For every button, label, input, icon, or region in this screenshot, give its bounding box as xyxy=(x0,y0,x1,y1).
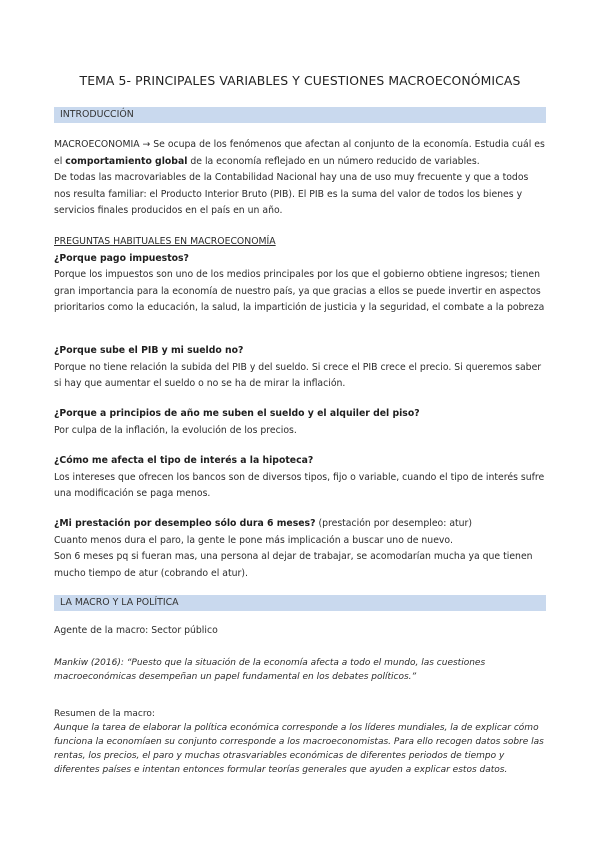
agente-line: Agente de la macro: Sector público xyxy=(54,625,218,636)
section-header-label: INTRODUCCIÓN xyxy=(60,109,134,120)
faq-block-5 xyxy=(54,516,546,582)
page-title: TEMA 5- PRINCIPALES VARIABLES Y CUESTIONES MACROECONÓMICAS xyxy=(79,73,521,88)
quote-text: “Puesto que la situación de la economía afecta a todo el mundo, las cuestiones macroeconómicas desempeñan un papel fundamental en los debates políticos.” xyxy=(54,658,486,682)
faq-answer: Los intereses que ofrecen los bancos son de diversos tipos, fijo o variable, cuando el tipo de interés sufre una modificación se paga menos. xyxy=(54,471,545,499)
section-header-macro-politica xyxy=(54,595,546,611)
faq-answer: Por culpa de la inflación, la evolución de los precios. xyxy=(54,424,297,436)
faq-block-1 xyxy=(54,234,546,317)
faq-block-2 xyxy=(54,343,546,393)
quote-paragraph xyxy=(54,656,546,684)
faq-answer: Son 6 meses pq si fueran mas, una persona al dejar de trabajar, se acomodarían mucha ya que tienen mucho tiempo de atur (cobrando el atur). xyxy=(54,551,533,579)
resumen-block xyxy=(54,707,546,777)
section-header-introduccion xyxy=(54,107,546,123)
faq-answer: Cuanto menos dura el paro, la gente le pone más implicación a buscar uno de nuevo. xyxy=(54,534,453,546)
faq-answer: Porque los impuestos son uno de los medios principales por los que el gobierno obtiene ingresos; tienen gran importancia para la economía de nuestro país, ya que gracias a ellos se puede invertir en aspectos prioritarios como la educación, la salud, la impartición de justicia y la seguridad, el combate a la pobreza xyxy=(54,269,545,313)
intro-pib-paragraph: De todas las macrovariables de la Contabilidad Nacional hay una de uso muy frecuente y que a todos nos resulta familiar: el Producto Interior Bruto (PIB). El PIB es la suma del valor de todos los bienes y servicios finales producidos en el país en un año. xyxy=(54,172,529,216)
faq-answer: Porque no tiene relación la subida del PIB y del sueldo. Si crece el PIB crece el precio. Si queremos saber si hay que aumentar el sueldo o no se ha de mirar la inflación. xyxy=(54,361,542,389)
faq-heading: PREGUNTAS HABITUALES EN MACROECONOMÍA xyxy=(54,236,276,247)
intro-text-end: de la economía reflejado en un número reducido de variables. xyxy=(187,155,480,167)
section-header-label: LA MACRO Y LA POLÍTICA xyxy=(60,597,179,608)
intro-bold-term: comportamiento global xyxy=(65,155,188,167)
intro-text: MACROECONOMIA → Se ocupa de los fenómenos que afectan al conjunto de la economía. Estudia cuál es el xyxy=(54,139,545,167)
resumen-text: Aunque la tarea de elaborar la política económica corresponde a los líderes mundiales, la de explicar cómo funciona la economíaen su conjunto corresponde a los macroeconomistas. Para ello recogen datos sobre las rentas, los precios, el paro y muchas otrasvariables económicas de diferentes periodos de tiempo y diferentes países e intentan entonces formular teorías generales que ayuden a explicar estos datos. xyxy=(54,723,544,775)
faq-question-line xyxy=(54,516,546,533)
faq-question: ¿Mi prestación por desempleo sólo dura 6 meses? xyxy=(54,518,316,529)
mankiw-quote xyxy=(54,656,546,684)
faq-question: ¿Porque pago impuestos? xyxy=(54,252,189,264)
faq-block-3 xyxy=(54,406,546,439)
faq-question: ¿Cómo me afecta el tipo de interés a la hipoteca? xyxy=(54,455,314,466)
faq-question: ¿Porque sube el PIB y mi sueldo no? xyxy=(54,345,244,356)
faq-question: ¿Porque a principios de año me suben el sueldo y el alquiler del piso? xyxy=(54,408,420,419)
macro-agente xyxy=(54,623,546,640)
intro-definition xyxy=(54,137,546,170)
quote-author: Mankiw (2016): xyxy=(54,658,124,668)
intro-paragraph xyxy=(54,137,546,220)
faq-block-4 xyxy=(54,453,546,503)
resumen-label: Resumen de la macro: xyxy=(54,709,155,719)
faq-question-note: (prestación por desempleo: atur) xyxy=(315,518,473,529)
